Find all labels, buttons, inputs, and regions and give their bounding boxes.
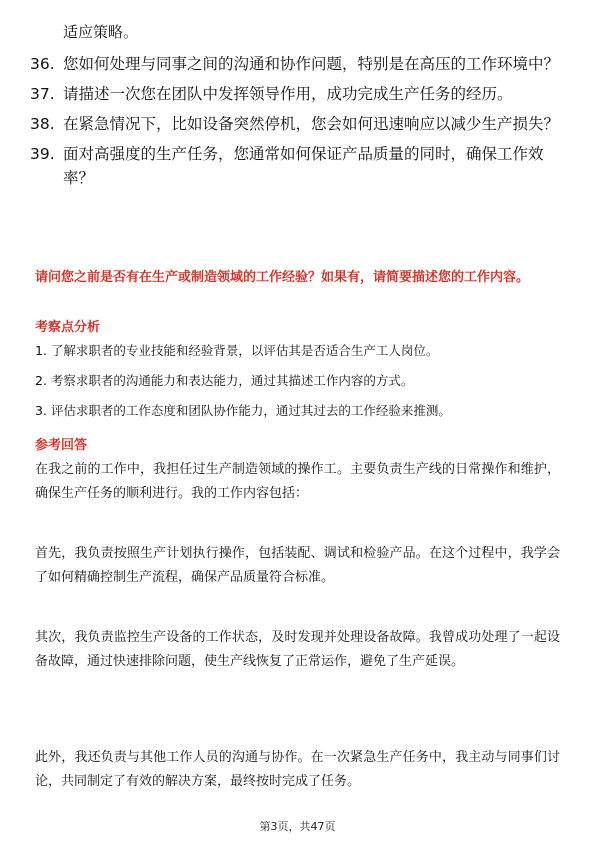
question-text: 请描述一次您在团队中发挥领导作用，成功完成生产任务的经历。 <box>63 85 513 103</box>
answer-paragraph: 其次，我负责监控生产设备的工作状态，及时发现并处理设备故障。我曾成功处理了一起设备故障，通过快速排除问题，使生产线恢复了正常运作，避免了生产延误。 <box>35 630 560 669</box>
analysis-item: 1. 了解求职者的专业技能和经验背景，以评估其是否适合生产工人岗位。 <box>35 343 439 358</box>
list-item <box>30 112 560 136</box>
answer-paragraph: 在我之前的工作中，我担任过生产制造领域的操作工。主要负责生产线的日常操作和维护，确保生产任务的顺利进行。我的工作内容包括： <box>35 462 560 501</box>
list-item <box>30 52 560 76</box>
question-number: 37. <box>30 85 55 103</box>
answer-paragraph: 此外，我还负责与其他工作人员的沟通与协作。在一次紧急生产任务中，我主动与同事们讨论，共同制定了有效的解决方案，最终按时完成了任务。 <box>35 750 560 789</box>
page-number: 第3页，共47页 <box>259 820 336 833</box>
answer-heading: 参考回答 <box>35 438 88 453</box>
answer-paragraph: 首先，我负责按照生产计划执行操作，包括装配、调试和检验产品。在这个过程中，我学会了如何精确控制生产流程，确保产品质量符合标准。 <box>35 546 560 585</box>
question-number: 39. <box>30 145 55 163</box>
analysis-heading: 考察点分析 <box>35 320 101 335</box>
question-number: 38. <box>30 115 55 133</box>
question-number: 36. <box>30 55 55 73</box>
continued-text: 适应策略。 <box>63 23 139 41</box>
question-text: 在紧急情况下，比如设备突然停机，您会如何迅速响应以减少生产损失？ <box>63 115 560 133</box>
analysis-item: 3. 评估求职者的工作态度和团队协作能力，通过其过去的工作经验来推测。 <box>35 403 451 418</box>
question-list <box>30 52 560 196</box>
analysis-item: 2. 考察求职者的沟通能力和表达能力，通过其描述工作内容的方式。 <box>35 373 414 388</box>
highlighted-question: 请问您之前是否有在生产或制造领域的工作经验？如果有，请简要描述您的工作内容。 <box>35 270 530 285</box>
list-item <box>30 142 560 190</box>
question-text: 面对高强度的生产任务，您通常如何保证产品质量的同时，确保工作效率？ <box>63 145 544 187</box>
question-text: 您如何处理与同事之间的沟通和协作问题，特别是在高压的工作环境中？ <box>63 55 560 73</box>
analysis-list <box>35 342 560 432</box>
list-item <box>30 82 560 106</box>
